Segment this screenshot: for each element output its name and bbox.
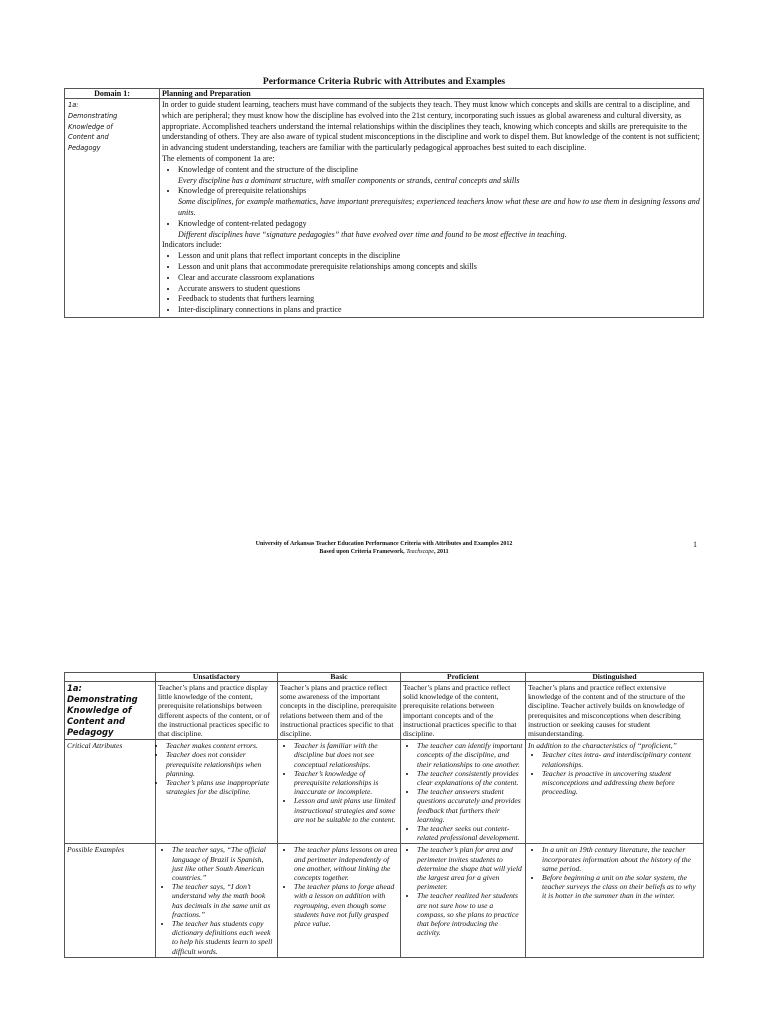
level-unsatisfactory: Teacher’s plans and practice display little knowledge of the content, prerequisite relationships between different aspects of the content, or of the instructional practices specific to that discipline. [156,682,278,740]
component-title-line: 1a: [67,683,82,693]
critical-item: • The teacher can identify important concepts of the discipline, and their relationships to one another. [417,741,523,769]
footer-line [0,548,768,556]
element-item: • Knowledge of content-related pedagogy [178,219,701,230]
header-distinguished: Distinguished [526,673,704,682]
footer-text: , 2011 [433,549,449,555]
footer-text: Based upon Criteria Framework, [319,549,407,555]
indicator-item: • Accurate answers to student questions [178,284,701,295]
element-item: • Knowledge of prerequisite relationships [178,186,701,197]
domain-title: Planning and Preparation [160,89,704,99]
intro-paragraph: In order to guide student learning, teachers must have command of the subjects they teach. They must know which concepts and skills are central to a discipline, and which are peripheral; they must know how the discipline has evolved into the 21st century, incorporating such issues as global awareness and cultural diversity, as appropriate. Accomplished teachers understand the internal relationships within the disciplines they teach, knowing which concepts and skills are prerequisite to the understanding of others. They are also aware of typical student misconceptions in the discipline and work to dispel them. But knowledge of the content is not sufficient; in advancing student understanding, teachers are familiar with the particularly pedagogical approaches best suited to each discipline. [162,100,700,153]
critical-intro: In addition to the characteristics of “proficient,” [528,741,677,751]
possible-examples-label: Possible Examples [65,844,156,957]
component-title-line: Content and [67,716,126,726]
domain-table [64,88,704,318]
indicator-item: • Lesson and unit plans that accommodate prerequisite relationships among concepts and skills [178,262,701,273]
page-footer [0,540,768,556]
examples-distinguished [526,844,704,957]
critical-distinguished [526,740,704,844]
level-basic: Teacher’s plans and practice reflect some awareness of the important concepts in the discipline, prerequisite relations between them and of the instructional practices specific to that discipline. [278,682,401,740]
level-proficient: Teacher’s plans and practice reflect solid knowledge of the content, prerequisite relations between important concepts and of the instructional practices specific to that discipline. [401,682,526,740]
rubric-header-row [65,673,704,682]
header-unsatisfactory: Unsatisfactory [156,673,278,682]
example-item: • The teacher plans lessons on area and perimeter independently of one another, without linking the concepts together. [294,845,398,882]
indicator-item: • Inter-disciplinary connections in plans and practice [178,305,701,316]
element-item: • Knowledge of content and the structure of the discipline [178,165,701,176]
component-label-line: 1a: [68,101,79,109]
indicators-heading: Indicators include: [162,240,222,250]
rubric-table [64,672,704,958]
critical-basic [278,740,401,844]
element-example: Different disciplines have “signature pedagogies” that have evolved over time and found to be most effective in teaching. [178,229,567,239]
example-item: • The teacher has students copy dictionary definitions each week to help his students learn to spell difficult words. [172,919,275,956]
level-distinguished: Teacher’s plans and practice reflect extensive knowledge of the content and of the structure of the discipline. Teacher actively builds on knowledge of prerequisites and misconceptions when describing instruction or seeking causes for student misunderstanding. [526,682,704,740]
level-descriptions-row [65,682,704,740]
header-basic: Basic [278,673,401,682]
critical-item: • Teacher’s knowledge of prerequisite relationships is inaccurate or incomplete. [294,769,398,797]
elements-list [162,186,701,197]
example-item: • The teacher says, “I don’t understand why the math book has decimals in the same unit as fractions.” [172,882,275,919]
critical-item: • The teacher consistently provides clear explanations of the content. [417,769,523,787]
elements-heading: The elements of component 1a are: [162,153,275,163]
domain-header-row [65,89,704,99]
page-title: Performance Criteria Rubric with Attributes and Examples [262,77,506,87]
header-proficient: Proficient [401,673,526,682]
critical-item: • Teacher makes content errors. [166,741,275,750]
domain-label: Domain 1: [65,89,160,99]
example-item: • The teacher realized her students are not sure how to use a compass, so she plans to practice that before introducing the activity. [417,891,523,937]
critical-item: • Teacher cites intra- and interdisciplinary content relationships. [542,750,701,768]
examples-basic [278,844,401,957]
indicator-item: • Clear and accurate classroom explanations [178,273,701,284]
critical-proficient [401,740,526,844]
component-label-line: Pedagogy [68,144,101,153]
footer-line: University of Arkansas Teacher Education Performance Criteria with Attributes and Examples 2012 [255,541,513,547]
critical-attributes-label: Critical Attributes [65,740,156,844]
critical-item: • Teacher’s plans use inappropriate strategies for the discipline. [166,778,275,796]
component-description [160,99,704,318]
example-item: • In a unit on 19th century literature, the teacher incorporates information about the history of the same period. [542,845,701,873]
component-label [65,99,160,318]
examples-unsatisfactory [156,844,278,957]
component-title [65,682,156,740]
critical-unsatisfactory [156,740,278,844]
example-item: • The teacher plans to forge ahead with a lesson on addition with regrouping, even though some students have not fully grasped place value. [294,882,398,928]
element-example: Some disciplines, for example mathematics, have important prerequisites; experienced teachers know what these are and how to use them in designing lessons and units. [178,197,700,217]
indicators-list [162,251,701,316]
component-title-line: Pedagogy [67,727,114,737]
example-item: • The teacher says, “The official language of Brazil is Spanish, just like other South American countries.” [172,845,275,882]
component-label-line: Demonstrating [68,111,118,120]
elements-list [162,219,701,230]
example-item: • Before beginning a unit on the solar system, the teacher surveys the class on their beliefs as to why it is hotter in the summer than in the winter. [542,873,701,901]
indicator-item: • Lesson and unit plans that reflect important concepts in the discipline [178,251,701,262]
indicator-item: • Feedback to students that furthers learning [178,294,701,305]
examples-proficient [401,844,526,957]
example-item: • The teacher’s plan for area and perimeter invites students to determine the shape that will yield the largest area for a given perimeter. [417,845,523,891]
component-label-line: Content and [68,133,109,142]
component-label-line: Knowledge of [68,122,113,131]
critical-item: • Teacher is proactive in uncovering student misconceptions and addressing them before proceeding. [542,769,701,797]
critical-attributes-row [65,740,704,844]
component-title-line: Demonstrating [67,694,138,704]
elements-list [162,165,701,176]
element-example: Every discipline has a dominant structure, with smaller components or strands, central concepts and skills [178,175,520,185]
critical-item: • The teacher answers student questions accurately and provides feedback that furthers their learning. [417,787,523,824]
critical-item: • Teacher is familiar with the discipline but does not see conceptual relationships. [294,741,398,769]
component-row [65,99,704,318]
critical-item: • The teacher seeks out content-related professional development. [417,824,523,842]
critical-item: • Lesson and unit plans use limited instructional strategies and some are not be suitable to the content. [294,796,398,824]
possible-examples-row [65,844,704,957]
footer-text-italic: Teachscape [406,549,434,555]
page-number: 1 [693,540,697,549]
component-title-line: Knowledge of [67,705,132,715]
rubric-header-blank [65,673,156,682]
critical-item: • Teacher does not consider prerequisite relationships when planning. [166,750,275,778]
